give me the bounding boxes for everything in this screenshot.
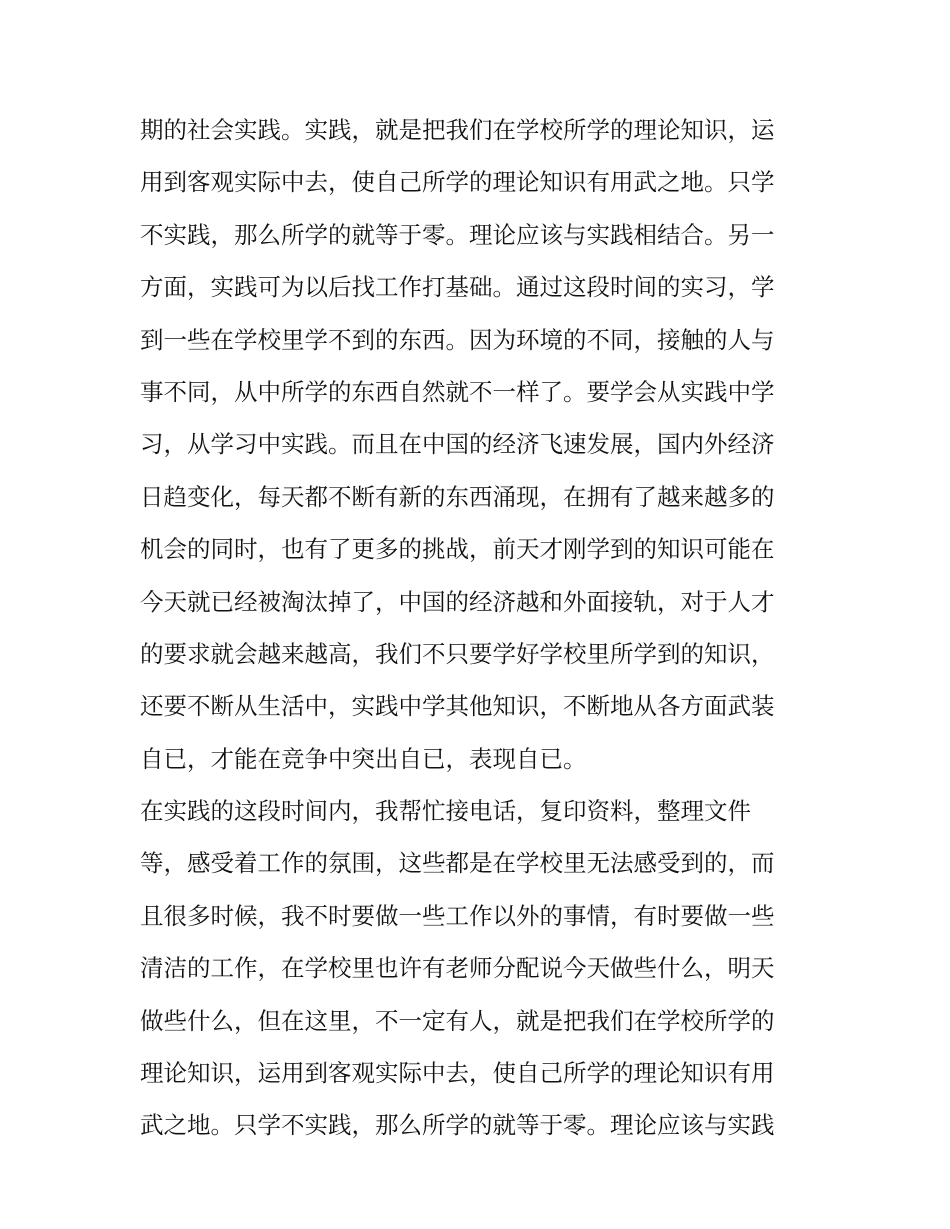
text-line: 习，从学习中实践。而且在中国的经济飞速发展，国内外经济 [140, 430, 775, 459]
text-line: 日趋变化，每天都不断有新的东西涌现，在拥有了越来越多的 [140, 482, 775, 511]
text-line: 不实践，那么所学的就等于零。理论应该与实践相结合。另一 [140, 220, 775, 249]
text-line: 做些什么，但在这里，不一定有人，就是把我们在学校所学的 [140, 1006, 775, 1035]
text-line: 等，感受着工作的氛围，这些都是在学校里无法感受到的，而 [140, 849, 775, 878]
text-line: 机会的同时，也有了更多的挑战，前天才刚学到的知识可能在 [140, 535, 775, 564]
text-line: 还要不断从生活中，实践中学其他知识，不断地从各方面武装 [140, 692, 775, 721]
text-line: 用到客观实际中去，使自己所学的理论知识有用武之地。只学 [140, 168, 775, 197]
text-line: 今天就已经被淘汰掉了，中国的经济越和外面接轨，对于人才 [140, 587, 775, 616]
text-line: 武之地。只学不实践，那么所学的就等于零。理论应该与实践 [140, 1111, 775, 1140]
text-line: 且很多时候，我不时要做一些工作以外的事情，有时要做一些 [140, 901, 775, 930]
text-line: 期的社会实践。实践，就是把我们在学校所学的理论知识，运 [140, 116, 775, 144]
text-line: 清洁的工作，在学校里也许有老师分配说今天做些什么，明天 [140, 954, 775, 983]
body-text [140, 104, 830, 1152]
text-line: 自已，才能在竞争中突出自已，表现自已。 [140, 744, 587, 773]
text-line: 到一些在学校里学不到的东西。因为环境的不同，接触的人与 [140, 325, 775, 354]
text-line: 在实践的这段时间内，我帮忙接电话，复印资料，整理文件 [140, 797, 751, 826]
text-line: 理论知识，运用到客观实际中去，使自己所学的理论知识有用 [140, 1059, 775, 1088]
text-line: 方面，实践可为以后找工作打基础。通过这段时间的实习，学 [140, 273, 775, 302]
text-line: 的要求就会越来越高，我们不只要学好学校里所学到的知识， [140, 639, 775, 668]
text-line: 事不同，从中所学的东西自然就不一样了。要学会从实践中学 [140, 377, 775, 406]
